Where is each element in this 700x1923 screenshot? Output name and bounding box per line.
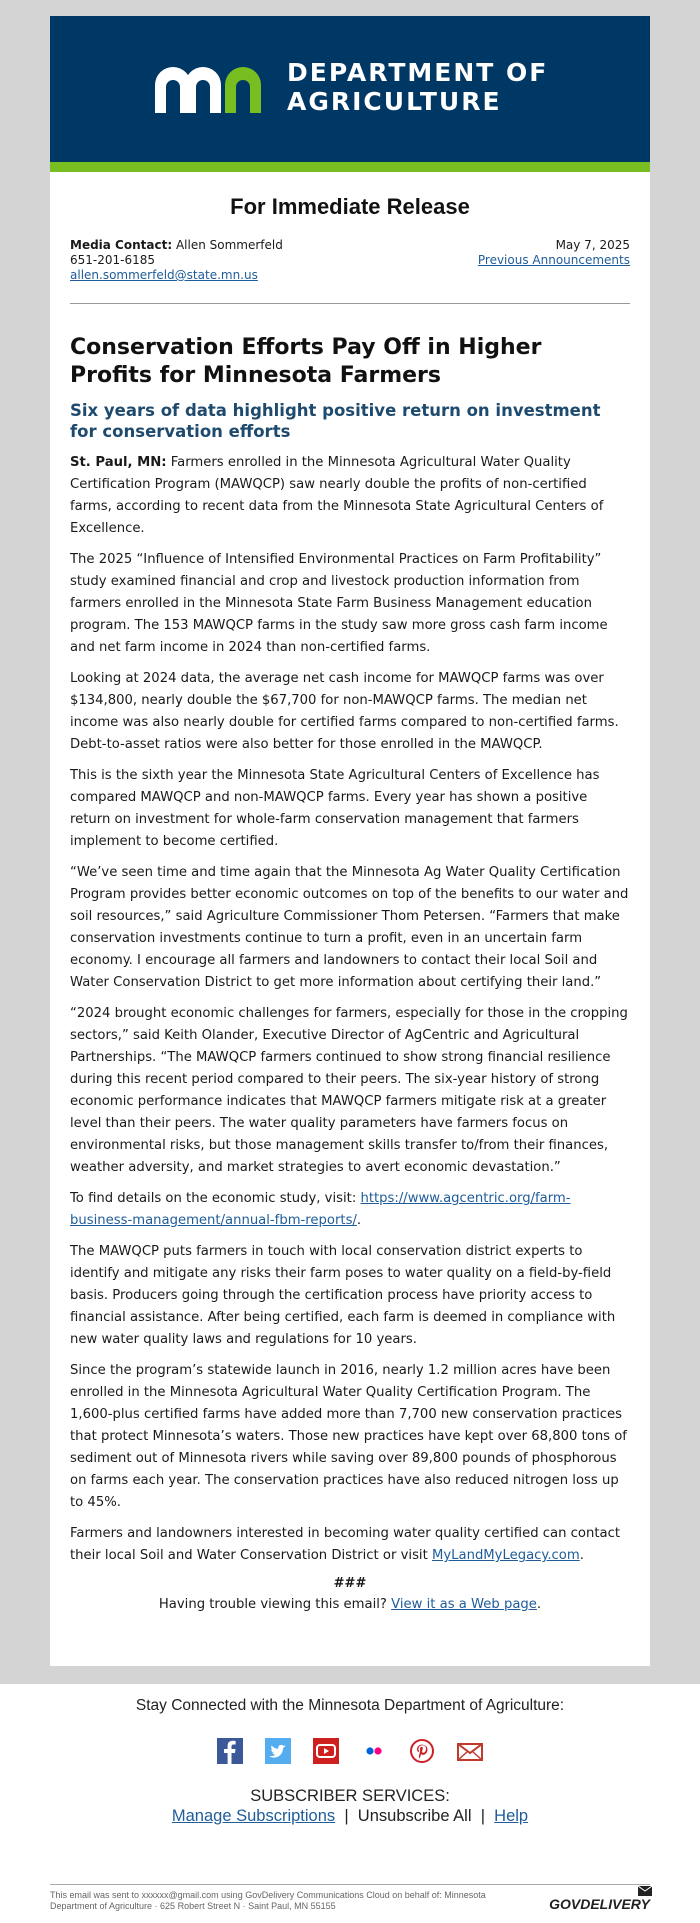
accent-bar — [50, 162, 650, 172]
email-icon[interactable] — [456, 1737, 484, 1765]
subhead: Six years of data highlight positive return on investment for conservation efforts — [70, 401, 601, 441]
govdelivery-logo — [549, 1896, 650, 1912]
pinterest-icon[interactable] — [408, 1737, 436, 1765]
footer — [0, 1697, 700, 1912]
paragraph-3: Looking at 2024 data, the average net cash income for MAWQCP farms was over $134,800, nearly double the $67,700 for non-MAWQCP farms. The median net income was also nearly double for certified farms compared to non-certified farms. Debt-to-asset ratios were also better for those enrolled in the MAWQCP. — [70, 671, 619, 752]
media-contact — [70, 238, 283, 283]
paragraph-1: St. Paul, MN: Farmers enrolled in the Minnesota Agricultural Water Quality Certification Program (MAWQCP) saw nearly double the profits of non-certified farms, according to recent data from the Minnesota State Agricultural Centers of Excellence. — [70, 455, 604, 536]
twitter-icon[interactable] — [264, 1737, 292, 1765]
manage-subscriptions-link[interactable]: Manage Subscriptions — [171, 1807, 336, 1825]
fine-print: This email was sent to xxxxxx@gmail.com using GovDelivery Communications Cloud on behalf of: Minnesota Department of Agriculture · 625 Robert Street N · Saint Paul, MN 55155 — [50, 1890, 486, 1911]
end-mark: ### — [333, 1576, 367, 1591]
separator: | — [344, 1807, 349, 1825]
paragraph-5: “We’ve seen time and time again that the Minnesota Ag Water Quality Certification Program provides better economic outcomes on top of the benefits to our water and soil resources,” said Agriculture Commissioner Thom Petersen. “Farmers that make conservation investments continue to turn a profit, even in an uncertain farm economy. I encourage all farmers and landowners to contact their local Soil and Water Conservation District to get more information about certifying their land.” — [70, 865, 629, 990]
subscriber-links — [0, 1807, 700, 1826]
paragraph-9: Since the program’s statewide launch in 2016, nearly 1.2 million acres have been enrolled in the Minnesota Agricultural Water Quality Certification Program. The 1,600-plus certified farms have added more than 7,700 new conservation practices that protect Minnesota’s waters. Those new practices have kept over 68,800 tons of sediment out of Minnesota rivers while saving over 89,800 pounds of phosphorous on farms each year. The conservation practices have also reduced nitrogen loss up to 45%. — [70, 1363, 627, 1510]
study-link[interactable]: https://www.agcentric.org/farm-business-management/annual-fbm-reports/ — [70, 1191, 571, 1228]
paragraph-7: To find details on the economic study, visit: https://www.agcentric.org/farm-business-management/annual-fbm-reports/. — [70, 1191, 571, 1228]
email-card — [50, 16, 650, 1666]
logo-line-1: DEPARTMENT OF — [287, 58, 549, 87]
footer-divider — [50, 1884, 650, 1885]
contact-phone: 651-201-6185 — [70, 253, 156, 267]
department-logo-text — [287, 58, 548, 116]
previous-announcements-link[interactable]: Previous Announcements — [477, 253, 630, 267]
mylandmylegacy-link[interactable]: MyLandMyLegacy.com — [431, 1548, 580, 1563]
footer-bottom — [50, 1890, 650, 1912]
release-date-block — [478, 238, 630, 283]
paragraph-4: This is the sixth year the Minnesota State Agricultural Centers of Excellence has compared MAWQCP and non-MAWQCP farms. Every year has shown a positive return on investment for whole-farm conservation management that farmers implement to become certified. — [70, 768, 600, 849]
logo-line-2: AGRICULTURE — [287, 87, 502, 116]
paragraph-10: Farmers and landowners interested in becoming water quality certified can contact their local Soil and Water Conservation District or visit MyLandMyLegacy.com. — [70, 1526, 620, 1563]
dateline: St. Paul, MN: — [70, 455, 167, 470]
contact-label: Media Contact: — [70, 238, 173, 252]
contact-email-link[interactable]: allen.sommerfeld@state.mn.us — [70, 268, 258, 282]
stay-connected-text: Stay Connected with the Minnesota Department of Agriculture: — [135, 1697, 565, 1714]
help-link[interactable]: Help — [494, 1807, 529, 1825]
paragraph-6: “2024 brought economic challenges for farmers, especially for those in the cropping sectors,” said Keith Olander, Executive Director of AgCentric and Agricultural Partnerships. “The MAWQCP farmers continued to show strong financial resilience during this recent period compared to their peers. The six-year history of strong economic performance indicates that MAWQCP farmers mitigate risk at a greater level than their peers. The water quality parameters have farmers focus on environmental risks, but those management skills transfer to/from their finances, weather adversity, and market strategies to avert economic devastation.” — [70, 1006, 628, 1175]
separator: | — [480, 1807, 485, 1825]
youtube-icon[interactable] — [312, 1737, 340, 1765]
trouble-viewing: Having trouble viewing this email? View it as a Web page. — [158, 1597, 542, 1612]
paragraph-8: The MAWQCP puts farmers in touch with local conservation district experts to identify and mitigate any risks their farm poses to water quality on a field-by-field basis. Producers going through the certification process have priority access to financial assistance. After being certified, each farm is deemed in compliance with new water quality laws and regulations for 10 years. — [70, 1244, 616, 1347]
govdelivery-text: GOVDELIVERY — [549, 1896, 650, 1912]
release-date: May 7, 2025 — [555, 238, 630, 252]
web-page-link[interactable]: View it as a Web page — [391, 1597, 537, 1612]
flickr-icon[interactable] — [360, 1737, 388, 1765]
article-body — [50, 334, 650, 1612]
social-icons — [0, 1737, 700, 1765]
release-meta — [50, 238, 650, 283]
envelope-icon — [638, 1886, 652, 1896]
mn-logo-icon — [155, 63, 273, 113]
unsubscribe-all-text[interactable]: Unsubscribe All — [357, 1807, 472, 1825]
headline: Conservation Efforts Pay Off in Higher Profits for Minnesota Farmers — [70, 335, 542, 388]
header-banner — [50, 16, 650, 162]
release-title: For Immediate Release — [230, 194, 470, 219]
facebook-icon[interactable] — [216, 1737, 244, 1765]
subscriber-services-title: SUBSCRIBER SERVICES: — [250, 1787, 450, 1805]
paragraph-2: The 2025 “Influence of Intensified Environmental Practices on Farm Profitability” study examined financial and crop and livestock production information from farmers enrolled in the Minnesota State Farm Business Management education program. The 153 MAWQCP farms in the study saw more gross cash farm income and net farm income in 2024 than non-certified farms. — [70, 552, 608, 655]
divider — [70, 303, 630, 304]
contact-name: Allen Sommerfeld — [175, 238, 283, 252]
